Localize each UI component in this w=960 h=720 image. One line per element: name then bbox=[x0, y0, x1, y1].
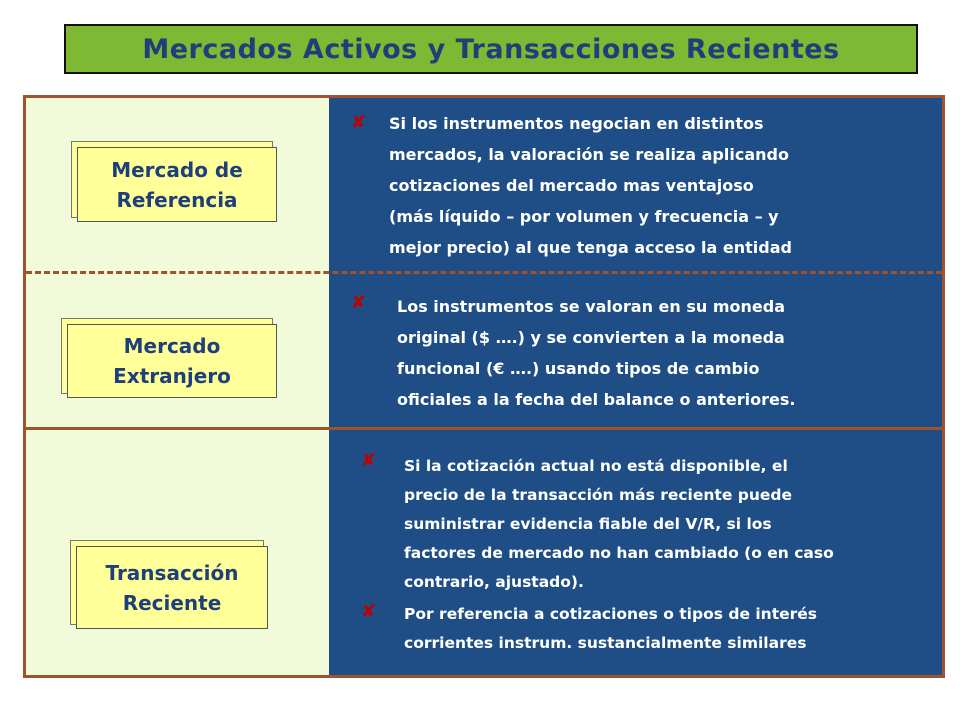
label-text: Mercado de Referencia bbox=[111, 157, 243, 212]
label-text: Mercado Extranjero bbox=[113, 334, 231, 388]
x-bullet-icon: ✘ bbox=[351, 292, 367, 313]
row-text-referencia bbox=[389, 108, 934, 263]
row-divider-solid bbox=[26, 427, 942, 430]
label-transaccion-reciente bbox=[76, 546, 268, 629]
x-bullet-icon: ✘ bbox=[361, 450, 377, 471]
bullet-text: Si los instrumentos negocian en distintos mercados, la valoración se realiza aplicando cotizaciones del mercado mas ventajoso (más líquido – por volumen y frecuencia – y mejor precio) al que tenga acceso la entidad bbox=[389, 114, 792, 257]
label-text: Transacción Reciente bbox=[105, 560, 239, 615]
bullet-text: Los instrumentos se valoran en su moneda original ($ ….) y se convierten a la moneda funcional (€ ….) usando tipos de cambio oficiales a la fecha del balance o anteriores. bbox=[397, 297, 796, 409]
content-table bbox=[23, 95, 945, 678]
label-mercado-referencia bbox=[77, 147, 277, 222]
title-banner bbox=[64, 24, 918, 74]
page-title: Mercados Activos y Transacciones Recientes bbox=[142, 33, 840, 65]
row-text-transaccion-2 bbox=[404, 600, 944, 658]
row-divider-dashed bbox=[26, 271, 942, 274]
row-text-transaccion-1 bbox=[404, 452, 944, 597]
label-mercado-extranjero bbox=[67, 324, 277, 398]
bullet-text: Por referencia a cotizaciones o tipos de interés corrientes instrum. sustancialmente similares bbox=[404, 605, 818, 652]
row-text-extranjero bbox=[397, 291, 937, 415]
bullet-text: Si la cotización actual no está disponible, el precio de la transacción más reciente puede suministrar evidencia fiable del V/R, si los factores de mercado no han cambiado (o en caso contrario, ajustado). bbox=[404, 457, 834, 591]
x-bullet-icon: ✘ bbox=[351, 112, 367, 133]
x-bullet-icon: ✘ bbox=[361, 601, 377, 622]
